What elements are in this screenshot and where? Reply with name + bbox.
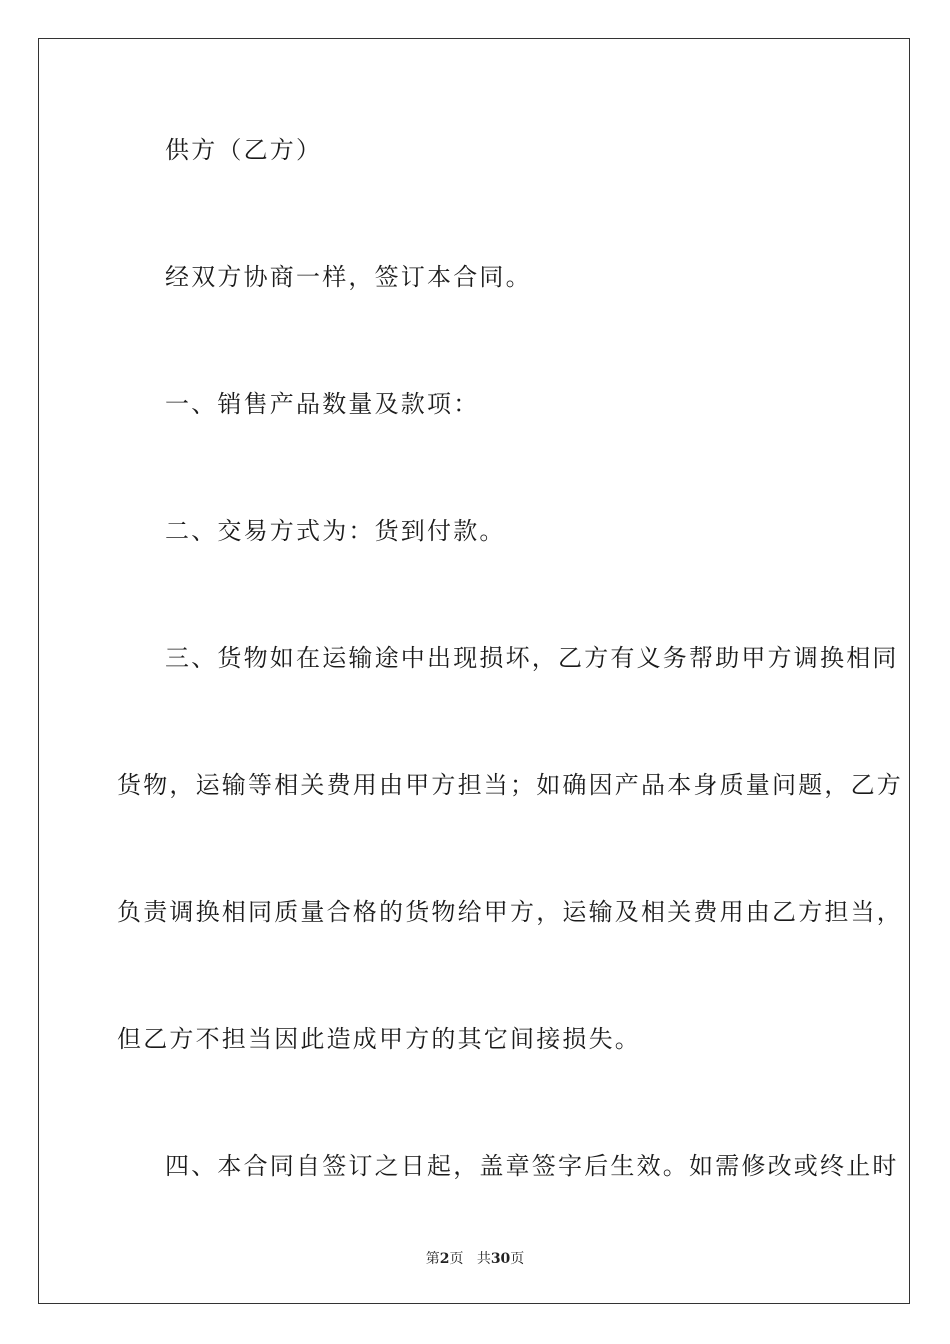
total-prefix: 共 — [476, 1251, 491, 1267]
supplier-heading: 供方（乙方） — [165, 136, 323, 164]
clause-2: 二、交易方式为：货到付款。 — [165, 517, 506, 545]
page-prefix: 第 — [425, 1251, 440, 1267]
clause-3-line-1: 三、货物如在运输途中出现损坏，乙方有义务帮助甲方调换相同 — [165, 644, 899, 672]
page-footer — [0, 1248, 950, 1268]
intro-paragraph: 经双方协商一样，签订本合同。 — [165, 263, 532, 291]
clause-3-line-4: 但乙方不担当因此造成甲方的其它间接损失。 — [117, 1025, 641, 1053]
page-suffix: 页 — [449, 1251, 464, 1267]
clause-3-line-3: 负责调换相同质量合格的货物给甲方，运输及相关费用由乙方担当， — [117, 898, 903, 926]
total-suffix: 页 — [510, 1251, 525, 1267]
clause-1: 一、销售产品数量及款项： — [165, 390, 480, 418]
total-pages: 30 — [490, 1251, 511, 1267]
page-number: 2 — [439, 1251, 450, 1267]
clause-4-line-1: 四、本合同自签订之日起，盖章签字后生效。如需修改或终止时 — [165, 1152, 899, 1180]
clause-3-line-2: 货物，运输等相关费用由甲方担当；如确因产品本身质量问题，乙方 — [117, 771, 903, 799]
